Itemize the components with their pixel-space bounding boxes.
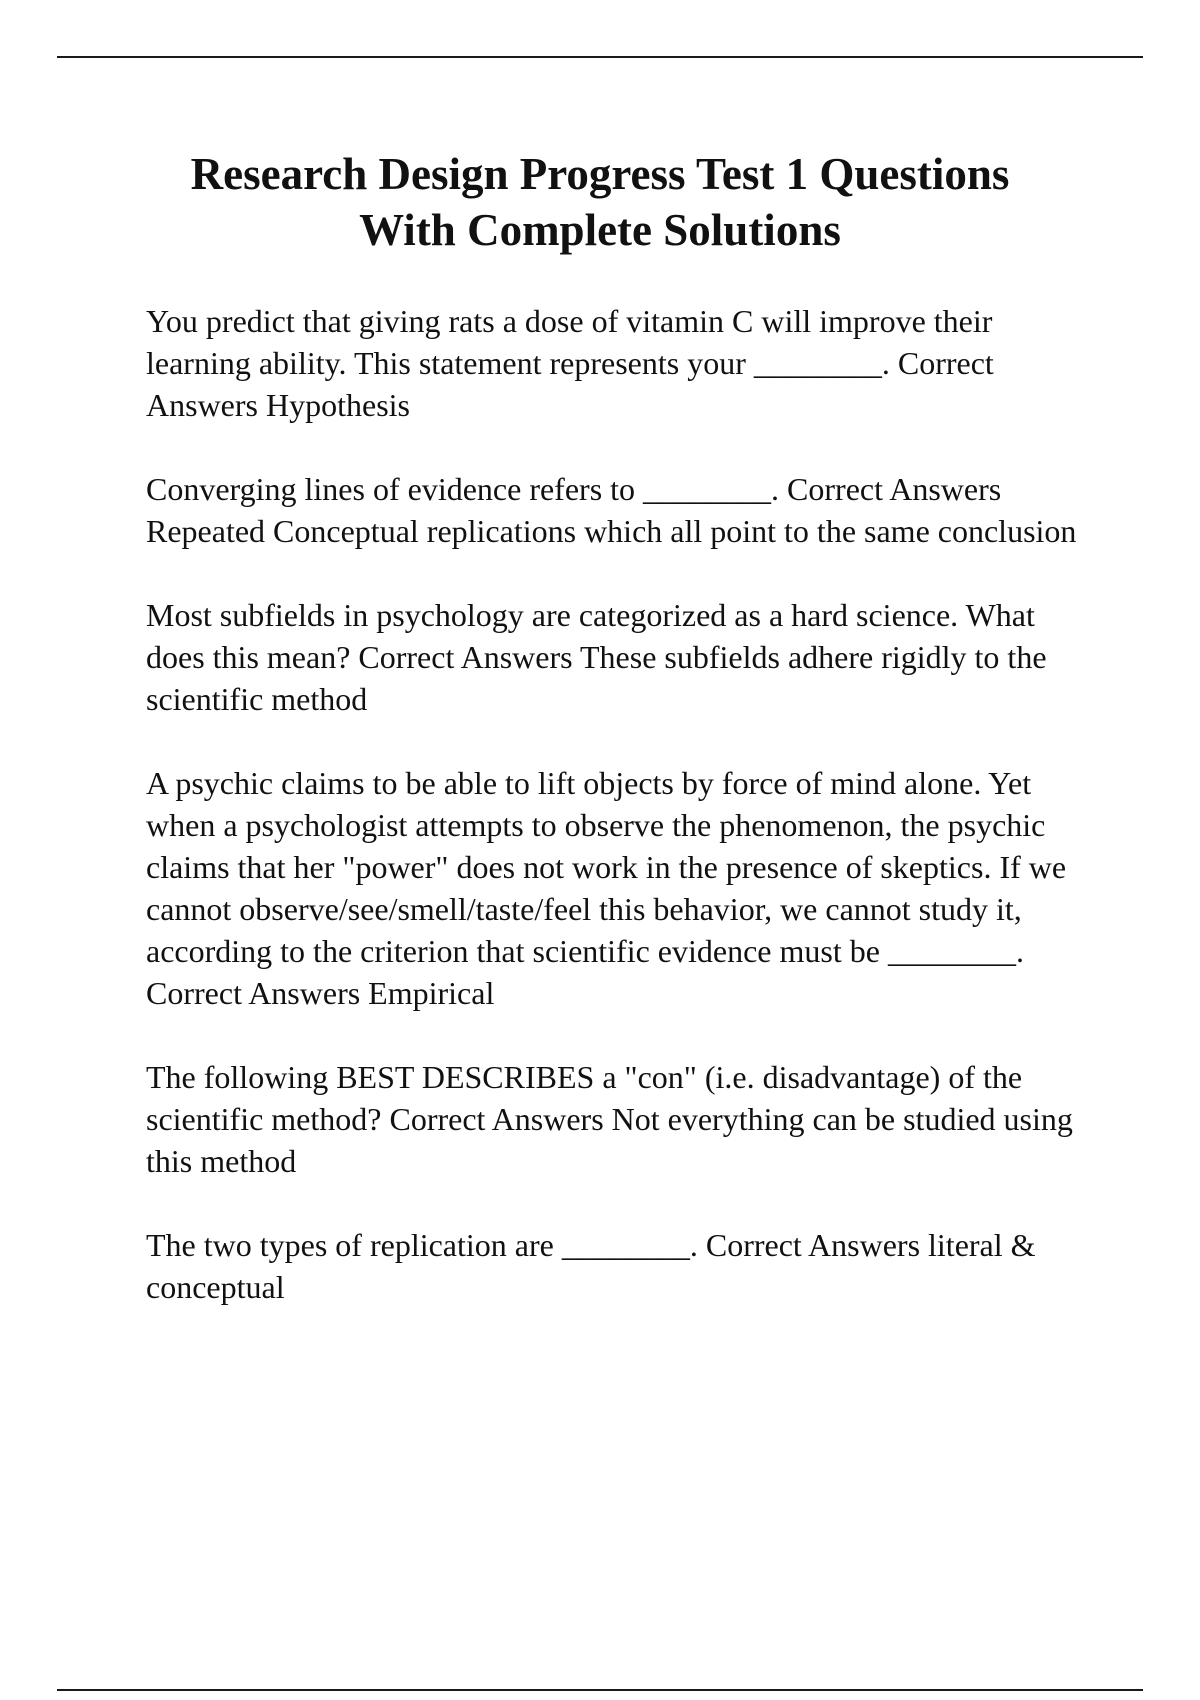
question-text: You predict that giving rats a dose of vitamin C will improve their learning ability. This statement represents your ________. [146, 303, 1001, 381]
qa-item [146, 1224, 1096, 1308]
question-text: The two types of replication are ________. [146, 1227, 698, 1263]
answer-text: literal & conceptual [146, 1227, 1044, 1305]
top-rule [57, 56, 1143, 58]
bottom-rule [57, 1689, 1143, 1691]
title-line-2: With Complete Solutions [359, 205, 841, 255]
qa-item [146, 762, 1096, 1014]
qa-item [146, 300, 1096, 426]
question-text: Converging lines of evidence refers to ________. [146, 471, 780, 507]
qa-item [146, 1056, 1096, 1182]
answer-text: Not everything can be studied using this method [146, 1101, 1081, 1179]
qa-item [146, 468, 1096, 552]
answer-label: Correct Answers [146, 345, 1001, 423]
answer-label: Correct Answers [358, 639, 573, 675]
qa-list [146, 300, 1096, 1350]
question-text: Most subfields in psychology are categorized as a hard science. What does this mean? [146, 597, 1043, 675]
answer-text: These subfields adhere rigidly to the scientific method [146, 639, 1055, 717]
title-line-1: Research Design Progress Test 1 Questions [190, 149, 1010, 199]
question-text: The following BEST DESCRIBES a "con" (i.e. disadvantage) of the scientific method? [146, 1059, 1031, 1137]
answer-label: Correct Answers [389, 1101, 604, 1137]
document-title [100, 146, 1100, 258]
answer-label: Correct Answers [787, 471, 1002, 507]
answer-label: Correct Answers [705, 1227, 921, 1263]
answer-text: Empirical [368, 975, 495, 1011]
answer-label: Correct Answers [146, 975, 361, 1011]
answer-text: Repeated Conceptual replications which all point to the same conclusion [146, 513, 1077, 549]
answer-text: Hypothesis [265, 387, 410, 423]
qa-item [146, 594, 1096, 720]
question-text: A psychic claims to be able to lift objects by force of mind alone. Yet when a psychologist attempts to observe the phenomenon, the psychic claims that her "power" does not work in the presence of skeptics. If we cannot observe/see/smell/taste/feel this behavior, we cannot study it, according to the criterion that scientific evidence must be ________. [146, 765, 1075, 969]
